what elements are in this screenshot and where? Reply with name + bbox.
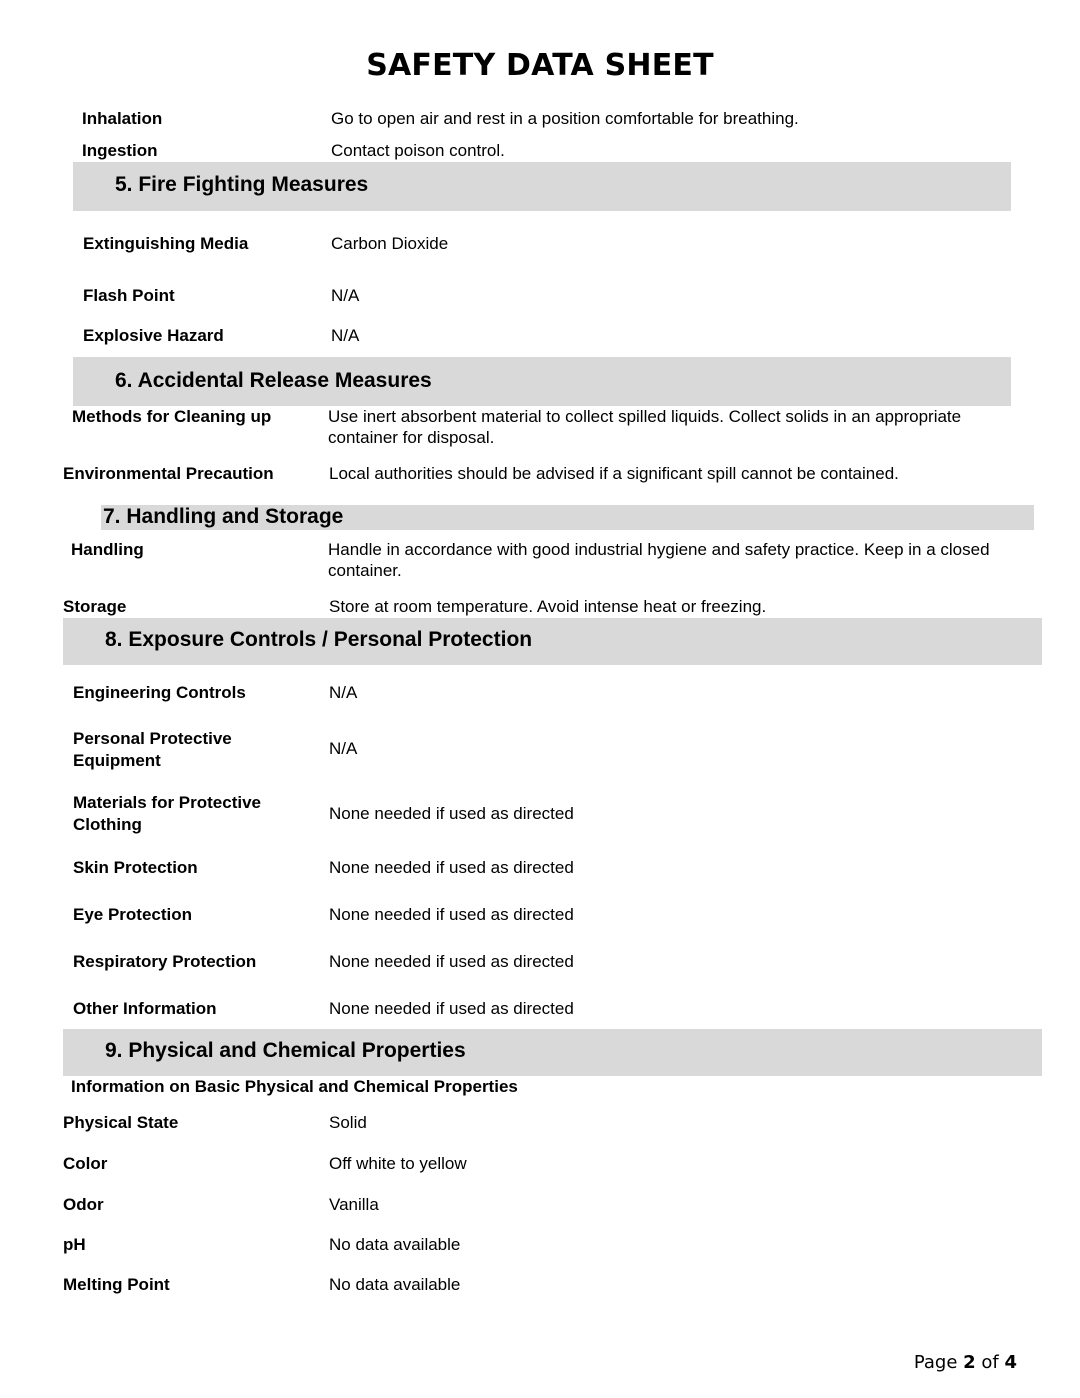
page-prefix: Page xyxy=(913,1352,964,1373)
page-middle: of xyxy=(975,1352,1005,1373)
skin-protection-label: Skin Protection xyxy=(73,858,198,877)
page-total: 4 xyxy=(1004,1352,1017,1373)
ph-label: pH xyxy=(63,1235,86,1254)
extinguishing-media-label: Extinguishing Media xyxy=(83,234,249,253)
section-9-subheading: Information on Basic Physical and Chemical Properties xyxy=(71,1077,518,1096)
skin-protection-value: None needed if used as directed xyxy=(329,858,574,877)
section-5-heading: 5. Fire Fighting Measures xyxy=(115,173,369,196)
physical-state-value: Solid xyxy=(329,1113,367,1132)
inhalation-value: Go to open air and rest in a position comfortable for breathing. xyxy=(331,109,799,128)
section-6-header xyxy=(73,357,1011,406)
odor-value: Vanilla xyxy=(329,1195,379,1214)
storage-value: Store at room temperature. Avoid intense heat or freezing. xyxy=(329,597,767,616)
explosive-hazard-label: Explosive Hazard xyxy=(83,326,224,345)
extinguishing-media-value: Carbon Dioxide xyxy=(331,234,449,253)
ppe-value: N/A xyxy=(329,739,358,758)
storage-label: Storage xyxy=(63,597,127,616)
eye-protection-value: None needed if used as directed xyxy=(329,905,574,924)
protective-clothing-label: Materials for Protective Clothing xyxy=(73,793,262,834)
flash-point-value: N/A xyxy=(331,286,360,305)
melting-point-label: Melting Point xyxy=(63,1275,170,1294)
color-label: Color xyxy=(63,1154,108,1173)
protective-clothing-value: None needed if used as directed xyxy=(329,804,574,823)
respiratory-protection-label: Respiratory Protection xyxy=(73,952,257,971)
explosive-hazard-value: N/A xyxy=(331,326,360,345)
respiratory-protection-value: None needed if used as directed xyxy=(329,952,574,971)
section-7-heading: 7. Handling and Storage xyxy=(103,505,344,528)
color-value: Off white to yellow xyxy=(329,1154,467,1173)
section-5-header xyxy=(73,162,1011,211)
engineering-controls-value: N/A xyxy=(329,683,358,702)
physical-state-label: Physical State xyxy=(63,1113,179,1132)
flash-point-label: Flash Point xyxy=(83,286,175,305)
section-9-heading: 9. Physical and Chemical Properties xyxy=(105,1039,466,1062)
other-information-value: None needed if used as directed xyxy=(329,999,574,1018)
section-7-header xyxy=(101,505,1034,530)
section-8-header xyxy=(63,618,1042,665)
ppe-label: Personal Protective Equipment xyxy=(73,729,232,770)
handling-label: Handling xyxy=(71,540,144,559)
other-information-label: Other Information xyxy=(73,999,217,1018)
melting-point-value: No data available xyxy=(329,1275,461,1294)
environmental-precaution-label: Environmental Precaution xyxy=(63,464,274,483)
section-8-heading: 8. Exposure Controls / Personal Protection xyxy=(105,628,533,651)
ingestion-value: Contact poison control. xyxy=(331,141,505,160)
section-6-heading: 6. Accidental Release Measures xyxy=(115,369,432,392)
section-9-header xyxy=(63,1029,1042,1076)
odor-label: Odor xyxy=(63,1195,104,1214)
ph-value: No data available xyxy=(329,1235,461,1254)
engineering-controls-label: Engineering Controls xyxy=(73,683,246,702)
handling-value: Handle in accordance with good industrial hygiene and safety practice. Keep in a closed container. xyxy=(328,540,990,580)
environmental-precaution-value: Local authorities should be advised if a significant spill cannot be contained. xyxy=(329,464,899,483)
document-title: SAFETY DATA SHEET xyxy=(366,48,714,83)
eye-protection-label: Eye Protection xyxy=(73,905,193,924)
cleaning-methods-label: Methods for Cleaning up xyxy=(72,407,272,426)
page-number xyxy=(914,1352,1017,1373)
inhalation-label: Inhalation xyxy=(82,109,163,128)
page-current: 2 xyxy=(963,1352,976,1373)
ingestion-label: Ingestion xyxy=(82,141,158,160)
cleaning-methods-value: Use inert absorbent material to collect spilled liquids. Collect solids in an appropriate container for disposal. xyxy=(328,407,962,447)
